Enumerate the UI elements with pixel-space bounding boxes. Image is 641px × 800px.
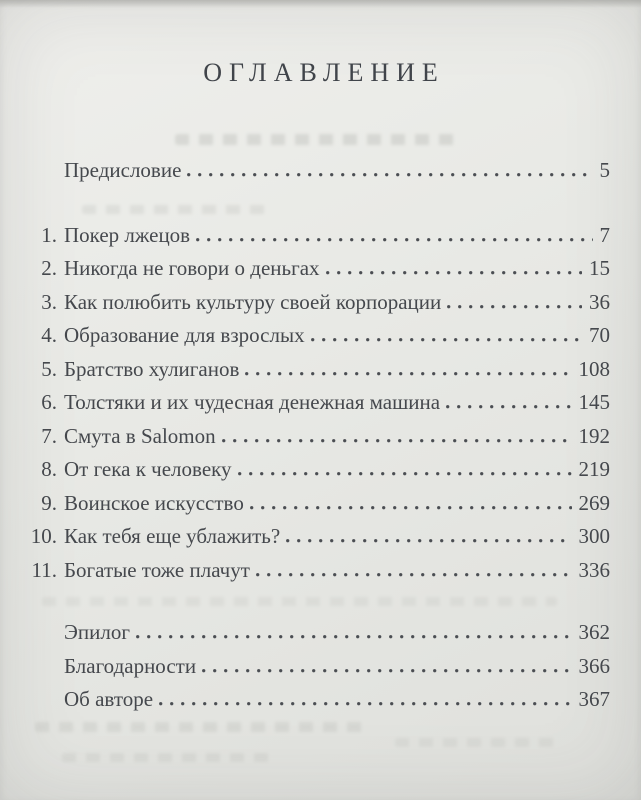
entry-number: 3. [41, 289, 57, 314]
toc-entry [25, 256, 610, 290]
entry-title: Как тебя еще ублажить? [64, 524, 281, 548]
page-title: ОГЛАВЛЕНИЕ [203, 58, 445, 87]
dot-leader [250, 506, 572, 510]
entry-page-number: 5 [599, 158, 610, 182]
entry-page-number: 300 [578, 524, 610, 548]
dot-leader [245, 372, 571, 376]
entry-number: 7. [41, 423, 57, 448]
dot-leader [238, 472, 572, 476]
entry-number: 2. [41, 256, 57, 280]
toc-entry [25, 357, 610, 391]
entry-page-number: 7 [599, 222, 610, 247]
entry-title: Смута в Salomon [64, 423, 216, 448]
entry-title: Богатые тоже плачут [64, 557, 250, 582]
bleed-through-mark [62, 753, 277, 762]
page-top-edge-shadow [0, 0, 641, 8]
entry-title: Воинское искусство [64, 490, 244, 515]
dot-leader [286, 539, 571, 543]
entry-page-number: 362 [578, 620, 610, 644]
entry-page-number: 336 [578, 557, 610, 582]
entry-title: Образование для взрослых [64, 323, 305, 347]
entry-title: Толстяки и их чудесная денежная машина [64, 390, 441, 414]
toc-entry [25, 323, 610, 357]
dot-leader [136, 635, 572, 639]
toc-entry [25, 390, 610, 424]
entry-title: Как полюбить культуру своей корпорации [64, 289, 442, 314]
toc-entry-acknowledgements [25, 654, 610, 688]
entry-page-number: 108 [578, 356, 610, 381]
toc-entry [25, 524, 610, 558]
entry-title: Никогда не говори о деньгах [64, 256, 320, 280]
entry-page-number: 192 [578, 423, 610, 448]
entry-number: 8. [41, 457, 57, 481]
dot-leader [326, 271, 582, 275]
entry-page-number: 70 [589, 323, 610, 347]
entry-page-number: 367 [578, 687, 610, 711]
toc-entry [25, 491, 610, 525]
entry-page-number: 145 [578, 390, 610, 414]
dot-leader [256, 573, 572, 577]
dot-leader [202, 669, 571, 673]
bleed-through-mark [35, 722, 365, 732]
toc-entry [25, 457, 610, 491]
dot-leader [447, 305, 582, 309]
toc-entry-about-author [25, 687, 610, 721]
toc-entry [25, 290, 610, 324]
entry-page-number: 366 [578, 653, 610, 678]
entry-title: Братство хулиганов [64, 356, 240, 381]
entry-title: Эпилог [64, 620, 130, 644]
toc-entry-epilogue [25, 620, 610, 654]
entry-page-number: 269 [578, 490, 610, 515]
entry-title: Предисловие [64, 158, 182, 182]
entry-page-number: 36 [589, 289, 610, 314]
entry-title: От гека к человеку [64, 457, 232, 481]
dot-leader [222, 439, 572, 443]
dot-leader [196, 238, 592, 242]
bleed-through-mark [395, 738, 560, 747]
toc-entry [25, 223, 610, 257]
entry-number: 1. [41, 222, 57, 247]
entry-number: 9. [41, 490, 57, 515]
entry-title: Об авторе [64, 687, 154, 711]
dot-leader [446, 405, 571, 409]
entry-title: Покер лжецов [64, 222, 191, 247]
toc-entry [25, 558, 610, 592]
entry-number: 5. [41, 356, 57, 381]
table-of-contents [25, 158, 610, 721]
entry-number: 10. [30, 524, 57, 548]
dot-leader [187, 173, 592, 177]
entry-page-number: 219 [578, 457, 610, 481]
entry-title: Благодарности [64, 653, 197, 678]
dot-leader [159, 702, 571, 706]
toc-entry [25, 424, 610, 458]
toc-entry-preface [25, 158, 610, 192]
entry-number: 4. [41, 323, 57, 347]
entry-page-number: 15 [589, 256, 610, 280]
entry-number: 6. [41, 390, 57, 414]
bleed-through-mark [175, 134, 460, 145]
entry-number: 11. [31, 557, 57, 582]
dot-leader [311, 338, 582, 342]
